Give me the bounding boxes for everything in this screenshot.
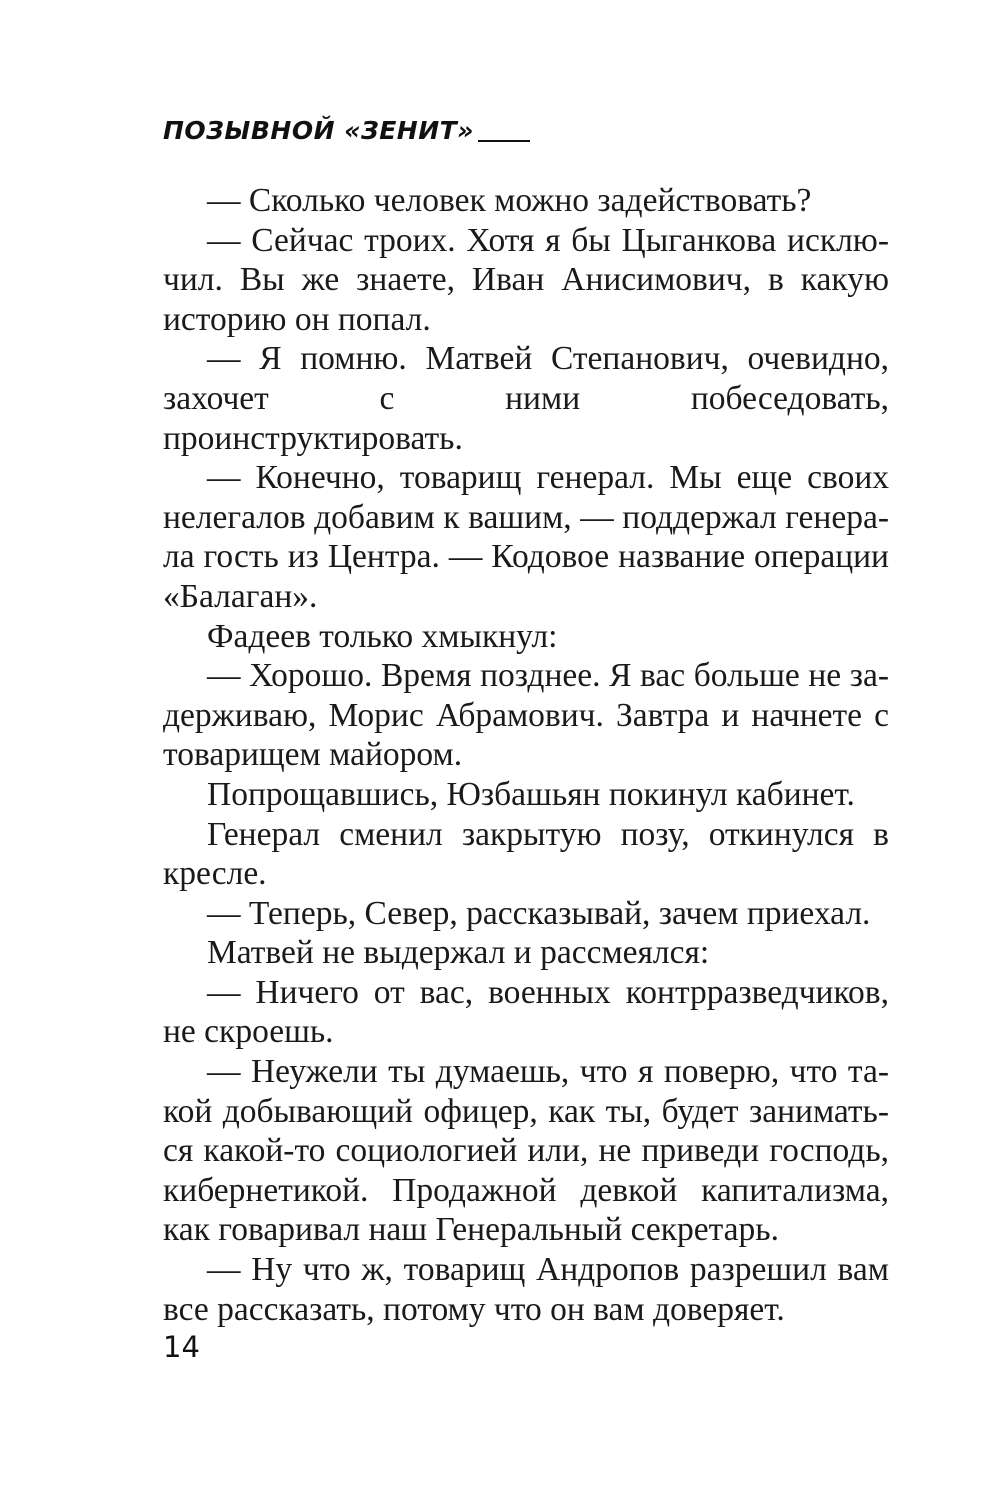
paragraph: — Сколько человек можно задействовать? bbox=[207, 182, 812, 219]
paragraph: — Теперь, Север, рассказывай, зачем приехал. bbox=[207, 894, 871, 932]
paragraph: — Я помню. Матвей Степанович, очевидно, захочет с ними побеседовать, проинструктировать. bbox=[163, 340, 889, 457]
running-head bbox=[163, 116, 530, 146]
page-number: 14 bbox=[163, 1330, 200, 1364]
paragraph: Матвей не выдержал и рассмеялся: bbox=[207, 934, 710, 972]
paragraph: — Конечно, товарищ генерал. Мы еще своих нелегалов добавим к вашим, — поддержал генерала гость из Центра. — Кодовое название операции «Балаган». bbox=[163, 459, 889, 615]
running-head-rule bbox=[478, 140, 530, 142]
paragraph: — Неужели ты думаешь, что я поверю, что такой добывающий офицер, как ты, будет заниматься какой-то социологией или, не приведи господь, кибернетикой. Продажной девкой капитализма, как говаривал наш Генеральный секретарь. bbox=[163, 1053, 889, 1249]
paragraph: — Хорошо. Время позднее. Я вас больше не задерживаю, Морис Абрамович. Завтра и начнете с товарищем майором. bbox=[163, 657, 889, 774]
paragraph: Фадеев только хмыкнул: bbox=[207, 617, 558, 655]
paragraph: — Ничего от вас, военных контрразведчиков, не скроешь. bbox=[163, 973, 889, 1051]
running-head-title: ПОЗЫВНОЙ «ЗЕНИТ» bbox=[163, 116, 474, 145]
body-text bbox=[163, 181, 889, 1329]
paragraph: — Сейчас троих. Хотя я бы Цыганкова исключил. Вы же знаете, Иван Анисимович, в какую историю он попал. bbox=[163, 221, 889, 338]
paragraph: — Ну что ж, товарищ Андропов разрешил вам все рассказать, потому что он вам доверяет. bbox=[163, 1251, 889, 1328]
paragraph: Генерал сменил закрытую позу, откинулся в кресле. bbox=[163, 815, 889, 893]
paragraph: Попрощавшись, Юзбашьян покинул кабинет. bbox=[207, 775, 855, 813]
